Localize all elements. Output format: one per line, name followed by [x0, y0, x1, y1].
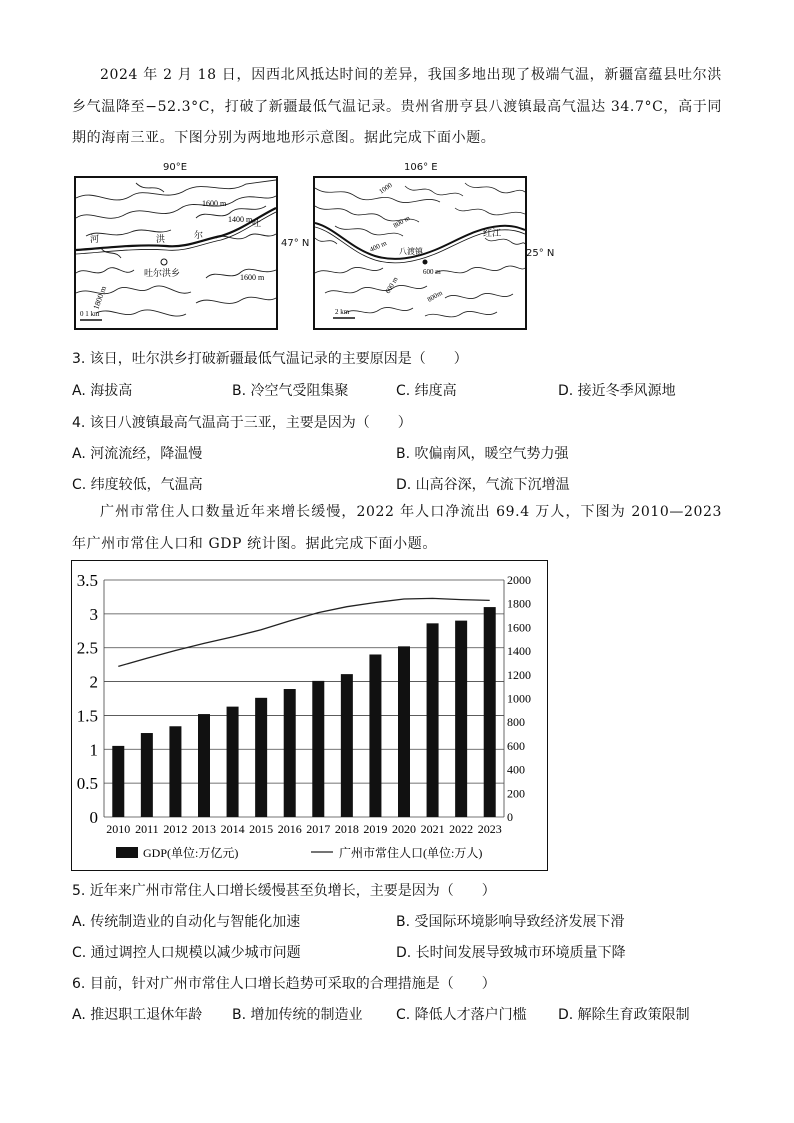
population-gdp-chart [71, 560, 548, 871]
left-contour-label-1: 1600 m [202, 199, 227, 208]
question-3-option-c[interactable]: C. 纬度高 [396, 383, 457, 399]
right-tick-label: 800 [507, 715, 525, 730]
left-river-char-2: 洪 [156, 234, 166, 244]
gdp-bar [112, 746, 124, 817]
gdp-bar [369, 654, 381, 817]
left-tick-label: 3.5 [76, 571, 98, 590]
gdp-bar [169, 726, 181, 817]
left-scale-label: 0 1 km [80, 310, 100, 318]
question-5-stem: 5. 近年来广州市常住人口增长缓慢甚至负增长，主要是因为（ ） [72, 883, 496, 899]
question-5-option-d[interactable]: D. 长时间发展导致城市环境质量下降 [396, 945, 626, 961]
right-tick-label: 1000 [507, 691, 531, 706]
right-scale-label: 2 km [335, 308, 350, 316]
right-contour-label-1: 1000 [377, 181, 394, 196]
right-terrain-map [313, 176, 527, 330]
left-tick-label: 2.5 [76, 638, 98, 658]
gdp-bar [427, 623, 439, 817]
right-town-label: 八渡镇 [399, 247, 423, 256]
left-tick-label: 0 [89, 808, 98, 827]
left-contour-label-3: 1600 m [240, 273, 265, 282]
gdp-bar [284, 689, 296, 817]
legend-gdp-swatch [116, 847, 138, 858]
gdp-bar [141, 733, 153, 817]
gdp-bar [255, 698, 267, 817]
left-town-marker [161, 259, 167, 265]
right-tick-label: 200 [507, 786, 525, 801]
x-tick-label: 2018 [334, 822, 359, 836]
right-tick-label: 2000 [507, 573, 531, 587]
intro-paragraph-guangzhou: 广州市常住人口数量近年来增长缓慢，2022 年人口净流出 69.4 万人，下图为 2010—2023 年广州市常住人口和 GDP 统计图。据此完成下面小题。 [72, 504, 722, 552]
left-terrain-map [74, 176, 278, 330]
right-map-longitude: 106° E [404, 162, 438, 173]
question-3-option-d[interactable]: D. 接近冬季风源地 [558, 383, 676, 399]
left-tick-label: 0.5 [76, 774, 98, 794]
question-4-option-d[interactable]: D. 山高谷深，气流下沉增温 [396, 477, 570, 493]
question-6-option-a[interactable]: A. 推迟职工退休年龄 [72, 1007, 203, 1023]
left-river-char-1: 河 [90, 234, 100, 244]
left-map-drawing [76, 178, 276, 328]
x-tick-label: 2019 [363, 822, 388, 836]
left-tick-label: 1.5 [76, 706, 98, 726]
x-tick-label: 2023 [477, 822, 502, 836]
right-tick-label: 1400 [507, 644, 531, 659]
gdp-bar [484, 607, 496, 817]
right-contour-label-4: 600 m [423, 268, 441, 276]
question-5-option-b[interactable]: B. 受国际环境影响导致经济发展下滑 [396, 914, 625, 930]
left-tick-label: 2 [89, 672, 98, 692]
left-tick-label: 1 [89, 740, 98, 760]
gdp-bar [312, 681, 324, 817]
x-tick-label: 2011 [135, 822, 159, 836]
right-tick-label: 1600 [507, 620, 531, 635]
question-5-option-a[interactable]: A. 传统制造业的自动化与智能化加速 [72, 914, 301, 930]
x-tick-label: 2022 [449, 822, 474, 836]
legend-gdp-label: GDP(单位:万亿元) [143, 846, 239, 860]
right-tick-label: 400 [507, 762, 525, 777]
x-tick-label: 2016 [277, 822, 302, 836]
right-contour-label-5: 800m [426, 288, 444, 304]
x-tick-label: 2012 [163, 822, 188, 836]
question-5-option-c[interactable]: C. 通过调控人口规模以减少城市问题 [72, 945, 301, 961]
left-town-label: 吐尔洪乡 [144, 268, 181, 278]
question-3-stem: 3. 该日，吐尔洪乡打破新疆最低气温记录的主要原因是（ ） [72, 351, 468, 367]
left-map-latitude: 47° N [281, 238, 310, 249]
question-6-option-d[interactable]: D. 解除生育政策限制 [558, 1007, 690, 1023]
x-tick-label: 2017 [306, 822, 331, 836]
x-tick-label: 2015 [249, 822, 274, 836]
question-6-option-c[interactable]: C. 降低人才落户门槛 [396, 1007, 527, 1023]
gdp-bar [227, 707, 239, 817]
x-tick-label: 2020 [392, 822, 416, 836]
left-contour-label-2: 1400 m [228, 215, 253, 224]
question-4-option-c[interactable]: C. 纬度较低，气温高 [72, 477, 203, 493]
right-river-label: 红江 [483, 228, 502, 238]
right-map-latitude: 25° N [526, 248, 555, 259]
right-contour-label-2: 800 m [392, 213, 412, 230]
right-tick-label: 1200 [507, 667, 531, 682]
right-contour-label-6: 600 m [383, 275, 400, 295]
x-tick-label: 2013 [192, 822, 216, 836]
left-river-char-4: 吐 [252, 218, 262, 228]
intro-paragraph-climate: 2024 年 2 月 18 日，因西北风抵达时间的差异，我国多地出现了极端气温，新疆富蕴县吐尔洪乡气温降至−52.3°C，打破了新疆最低气温记录。贵州省册亨县八渡镇最高气温达 34.7°C，高于同期的海南三亚。下图分别为两地地形示意图。据此完成下面小题。 [72, 67, 722, 146]
question-6-option-b[interactable]: B. 增加传统的制造业 [232, 1007, 363, 1023]
x-tick-label: 2021 [420, 822, 445, 836]
right-tick-label: 1800 [507, 596, 531, 611]
gdp-bar [398, 646, 410, 817]
left-contour-label-4: 1800 m [91, 284, 109, 311]
question-3-option-a[interactable]: A. 海拔高 [72, 383, 133, 399]
question-4-option-b[interactable]: B. 吹偏南风，暖空气势力强 [396, 446, 569, 462]
x-tick-label: 2014 [220, 822, 245, 836]
gdp-bar [341, 674, 353, 817]
left-river-char-3: 尔 [194, 230, 204, 240]
legend-population-label: 广州市常住人口(单位:万人) [339, 846, 483, 860]
gdp-bar [198, 714, 210, 817]
left-map-longitude: 90°E [163, 162, 188, 173]
question-4-option-a[interactable]: A. 河流流经，降温慢 [72, 446, 203, 462]
question-3-option-b[interactable]: B. 冷空气受阻集聚 [232, 383, 349, 399]
left-tick-label: 3 [89, 604, 98, 624]
right-map-drawing [315, 178, 525, 328]
right-town-marker [423, 260, 428, 265]
right-contour-label-3: 400 m [368, 239, 388, 254]
question-4-stem: 4. 该日八渡镇最高气温高于三亚，主要是因为（ ） [72, 415, 412, 431]
right-tick-label: 0 [507, 810, 513, 824]
right-tick-label: 600 [507, 738, 525, 753]
gdp-bar [455, 621, 467, 817]
question-6-stem: 6. 目前，针对广州市常住人口增长趋势可采取的合理措施是（ ） [72, 976, 496, 992]
x-tick-label: 2010 [106, 822, 131, 836]
